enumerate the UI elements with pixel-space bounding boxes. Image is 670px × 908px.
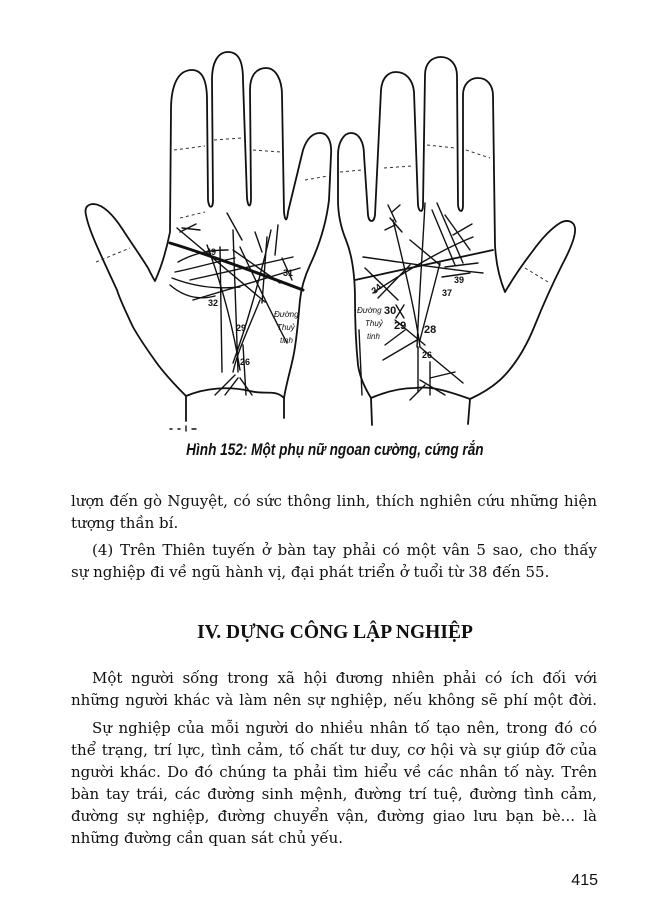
label-32: 32 bbox=[208, 298, 219, 308]
paragraph-continuation bbox=[71, 490, 597, 534]
scan-artifact bbox=[170, 426, 196, 431]
palm-line bbox=[180, 224, 200, 232]
crease bbox=[340, 170, 362, 172]
paragraph-factors bbox=[71, 717, 597, 849]
crease bbox=[466, 150, 490, 158]
palm-line bbox=[275, 225, 278, 255]
palm-line bbox=[445, 263, 478, 267]
palm-line bbox=[385, 205, 402, 232]
palm-line bbox=[378, 265, 410, 298]
figure-caption bbox=[0, 440, 670, 461]
crease bbox=[305, 176, 328, 180]
label-31: 31 bbox=[283, 268, 294, 278]
left-hand-outline bbox=[85, 52, 331, 421]
left-palm-lines bbox=[170, 213, 303, 395]
label-duong: Đường bbox=[274, 310, 299, 319]
label-34: 34 bbox=[369, 281, 384, 296]
label-39: 39 bbox=[454, 275, 465, 285]
text-line: lượn đến gò Nguyệt, có sức thông linh, thích nghiên cứu những hiện bbox=[71, 492, 597, 510]
scan-mark bbox=[170, 426, 196, 431]
text-line: bàn tay trái, các đường sinh mệnh, đường trí tuệ, đường tình cảm, bbox=[71, 785, 597, 803]
right-hand-labels bbox=[357, 275, 464, 360]
label-30: 30 bbox=[384, 305, 397, 317]
palm-line bbox=[172, 278, 240, 288]
paragraph-item-4 bbox=[71, 539, 597, 583]
palm-line bbox=[243, 345, 246, 395]
label-thuy: Thuỷ bbox=[365, 319, 383, 328]
palm-figure bbox=[0, 0, 670, 432]
palm-line bbox=[262, 237, 267, 303]
palm-line bbox=[385, 330, 405, 345]
label-26: 26 bbox=[422, 350, 433, 360]
text-line: thể trạng, trí lực, tình cảm, tố chất tư duy, cơ hội và sự giúp đỡ của bbox=[71, 741, 597, 759]
palm-line bbox=[170, 243, 303, 290]
crease bbox=[384, 166, 412, 168]
text-line: Sự nghiệp của mỗi người do nhiều nhân tố tạo nên, trong đó có bbox=[92, 719, 597, 737]
left-hand bbox=[85, 52, 331, 431]
palm-line bbox=[396, 305, 404, 318]
crease bbox=[525, 268, 548, 282]
palm-illustration bbox=[0, 0, 670, 432]
page-number: 415 bbox=[571, 872, 598, 889]
right-palm-lines bbox=[355, 203, 493, 400]
right-hand bbox=[338, 57, 575, 425]
palm-line bbox=[233, 230, 271, 363]
text-line: Một người sống trong xã hội đương nhiên phải có ích đối với bbox=[92, 669, 597, 687]
label-duong: Đường bbox=[357, 306, 382, 315]
label-29: 29 bbox=[394, 320, 407, 332]
crease bbox=[174, 146, 205, 150]
text-line: tượng thần bí. bbox=[71, 514, 179, 532]
label-28: 28 bbox=[424, 324, 437, 336]
text-line: sự nghiệp đi về ngũ hành vị, đại phát triển ở tuổi từ 38 đến 55. bbox=[71, 563, 550, 581]
crease bbox=[180, 212, 205, 218]
left-palm-base bbox=[186, 388, 284, 398]
crease bbox=[427, 145, 455, 148]
palm-line bbox=[227, 213, 242, 240]
label-26: 26 bbox=[240, 357, 251, 367]
label-49: 49 bbox=[206, 247, 217, 257]
crease bbox=[253, 150, 281, 152]
label-thuy: Thuỷ bbox=[277, 323, 295, 332]
text-line: đường sự nghiệp, đường chuyển vận, đường giao lưu bạn bè... là bbox=[71, 807, 597, 825]
section-heading: IV. DỰNG CÔNG LẬP NGHIỆP bbox=[197, 622, 473, 643]
text-line: người khác. Do đó chúng ta phải tìm hiểu về các nhân tố này. Trên bbox=[71, 763, 597, 781]
label-tinh: tinh bbox=[367, 332, 380, 341]
label-tinh: tinh bbox=[280, 336, 293, 345]
text-line: những đường cần quan sát chủ yếu. bbox=[71, 829, 344, 847]
palm-line bbox=[410, 372, 455, 400]
text-line: những người khác và làm nên sự nghiệp, nếu không sẽ phí một đời. bbox=[71, 691, 597, 709]
text-line: (4) Trên Thiên tuyến ở bàn tay phải có một vân 5 sao, cho thấy bbox=[92, 541, 597, 559]
palm-line bbox=[255, 232, 262, 252]
label-29: 29 bbox=[236, 323, 247, 333]
crease bbox=[214, 138, 242, 140]
figure-caption-text: Hình 152: Một phụ nữ ngoan cường, cứng rắn bbox=[186, 440, 484, 459]
right-hand-outline bbox=[338, 57, 575, 425]
palm-line bbox=[190, 257, 293, 280]
palm-line bbox=[359, 330, 362, 395]
paragraph-intro bbox=[71, 667, 597, 711]
label-37: 37 bbox=[442, 288, 453, 298]
